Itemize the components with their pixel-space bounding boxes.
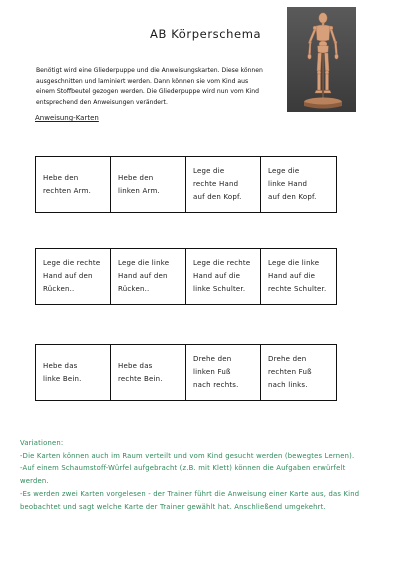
instruction-card <box>36 157 111 212</box>
instruction-card <box>186 345 261 400</box>
variation-item: -Die Karten können auch im Raum verteilt und vom Kind gesucht werden (bewegtes Lernen). <box>20 451 355 460</box>
instruction-card <box>186 249 261 304</box>
instruction-card <box>186 157 261 212</box>
card-text: Drehe den linken Fuß nach rechts. <box>193 355 239 389</box>
card-text: Lege die rechte Hand auf den Rücken.. <box>43 259 101 293</box>
card-text: Lege die linke Hand auf den Rücken.. <box>118 259 170 293</box>
card-row-2 <box>35 248 337 305</box>
card-text: Lege die rechte Hand auf die linke Schulter. <box>193 259 251 293</box>
card-text: Lege die linke Hand auf die rechte Schulter. <box>268 259 327 293</box>
instruction-card <box>261 345 336 400</box>
wooden-mannequin-photo <box>287 7 356 112</box>
variation-item: -Auf einem Schaumstoff-Würfel aufgebracht (z.B. mit Klett) können die Aufgaben erwürfelt werden. <box>20 464 346 486</box>
document-title: AB Körperschema <box>150 27 262 41</box>
card-text: Hebe den rechten Arm. <box>43 173 92 195</box>
card-row-1 <box>35 156 337 213</box>
intro-paragraph: Benötigt wird eine Gliederpuppe und die Anweisungskarten. Diese können ausgeschnitten und laminiert werden. Dann können sie vom Kind aus einem Stoffbeutel gezogen werden. Die Gliederpuppe wird nun vom Kind entsprechend den Anweisungen verändert. <box>36 67 263 106</box>
card-text: Hebe das rechte Bein. <box>118 361 163 383</box>
section-heading: Anweisung-Karten <box>35 114 99 122</box>
card-text: Drehe den rechten Fuß nach links. <box>268 355 312 389</box>
mannequin-image <box>287 7 356 112</box>
variations-heading: Variationen: <box>20 439 64 447</box>
card-text: Hebe das linke Bein. <box>43 361 82 383</box>
instruction-card <box>111 249 186 304</box>
instruction-card <box>36 345 111 400</box>
instruction-card <box>261 157 336 212</box>
instruction-card <box>36 249 111 304</box>
card-text: Lege die linke Hand auf den Kopf. <box>268 167 317 201</box>
card-row-3 <box>35 344 337 401</box>
variations-section <box>20 437 370 513</box>
card-text: Lege die rechte Hand auf den Kopf. <box>193 167 242 201</box>
card-text: Hebe den linken Arm. <box>118 173 160 195</box>
variation-item: -Es werden zwei Karten vorgelesen - der Trainer führt die Anweisung einer Karte aus, das Kind beobachtet und sagt welche Karte der Trainer gewählt hat. Anschließend umgekehrt. <box>20 489 360 511</box>
instruction-card <box>111 157 186 212</box>
instruction-card <box>261 249 336 304</box>
instruction-card <box>111 345 186 400</box>
